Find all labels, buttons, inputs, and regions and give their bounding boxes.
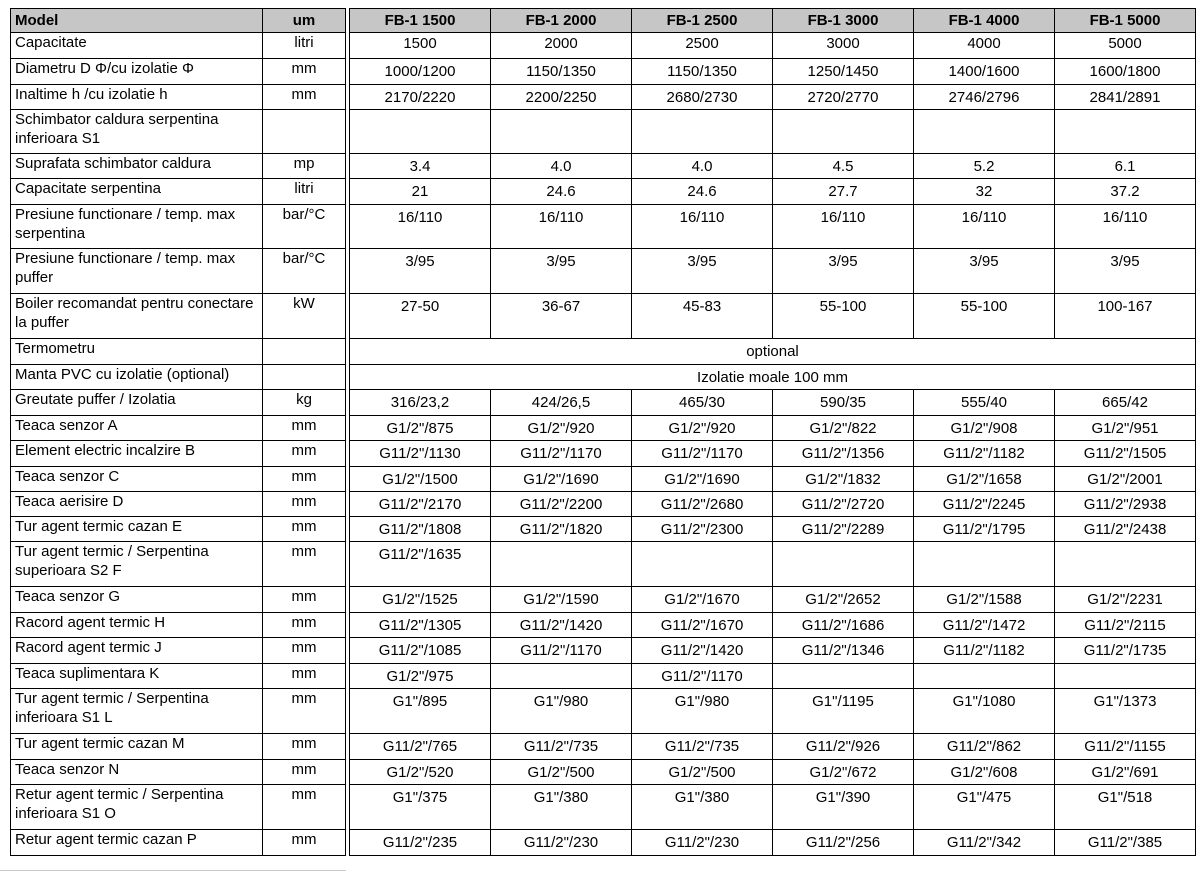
table-row bbox=[350, 179, 1196, 205]
table-row bbox=[11, 249, 346, 294]
value-cell: G1/2"/1832 bbox=[773, 467, 914, 492]
table-row bbox=[11, 689, 346, 734]
value-cell: G11/2"/385 bbox=[1055, 830, 1196, 856]
table-row bbox=[350, 785, 1196, 830]
unit-cell: mm bbox=[263, 59, 346, 85]
value-cell: G1/2"/908 bbox=[914, 416, 1055, 441]
value-cell: 21 bbox=[350, 179, 491, 205]
value-cell: G11/2"/1820 bbox=[491, 517, 632, 542]
value-cell: G1/2"/1500 bbox=[350, 467, 491, 492]
value-cell: 16/110 bbox=[1055, 205, 1196, 249]
value-cell: G1"/475 bbox=[914, 785, 1055, 830]
value-cell: 2000 bbox=[491, 33, 632, 59]
value-cell: G1/2"/975 bbox=[350, 664, 491, 689]
table-row bbox=[350, 734, 1196, 760]
value-cell: G11/2"/2289 bbox=[773, 517, 914, 542]
value-cell: 1400/1600 bbox=[914, 59, 1055, 85]
value-cell: 16/110 bbox=[350, 205, 491, 249]
parameter-label: Capacitate serpentina bbox=[11, 179, 263, 205]
table-row bbox=[11, 542, 346, 587]
parameter-label: Retur agent termic / Serpentina inferioara S1 O bbox=[11, 785, 263, 830]
footer-rule bbox=[0, 870, 346, 871]
value-cell bbox=[914, 542, 1055, 587]
table-row bbox=[350, 613, 1196, 638]
value-cell: G1"/380 bbox=[632, 785, 773, 830]
unit-cell: mm bbox=[263, 664, 346, 689]
value-cell: G11/2"/1686 bbox=[773, 613, 914, 638]
value-cell: G11/2"/2245 bbox=[914, 492, 1055, 517]
unit-cell: mp bbox=[263, 154, 346, 179]
value-cell: 590/35 bbox=[773, 390, 914, 416]
table-row bbox=[11, 59, 346, 85]
table-row bbox=[11, 365, 346, 390]
value-cell bbox=[632, 110, 773, 154]
table-row bbox=[11, 760, 346, 785]
parameter-label: Suprafata schimbator caldura bbox=[11, 154, 263, 179]
table-row bbox=[350, 33, 1196, 59]
value-cell: 55-100 bbox=[914, 294, 1055, 339]
value-cell bbox=[491, 664, 632, 689]
value-cell: G1/2"/1588 bbox=[914, 587, 1055, 613]
table-row bbox=[350, 467, 1196, 492]
value-cell bbox=[1055, 664, 1196, 689]
value-cell: 1250/1450 bbox=[773, 59, 914, 85]
value-cell: G11/2"/926 bbox=[773, 734, 914, 760]
unit-cell: mm bbox=[263, 830, 346, 856]
table-header-row bbox=[11, 9, 346, 33]
value-cell: G1/2"/691 bbox=[1055, 760, 1196, 785]
value-cell: G11/2"/342 bbox=[914, 830, 1055, 856]
value-cell: 5000 bbox=[1055, 33, 1196, 59]
parameter-label: Tur agent termic / Serpentina superioara S2 F bbox=[11, 542, 263, 587]
value-cell: 3/95 bbox=[632, 249, 773, 294]
value-cell: 2746/2796 bbox=[914, 85, 1055, 110]
model-name-header: FB-1 1500 bbox=[350, 9, 491, 33]
value-cell: G11/2"/2170 bbox=[350, 492, 491, 517]
unit-cell: bar/°C bbox=[263, 205, 346, 249]
unit-cell: mm bbox=[263, 467, 346, 492]
value-cell: 2841/2891 bbox=[1055, 85, 1196, 110]
parameter-label: Teaca aerisire D bbox=[11, 492, 263, 517]
value-cell: G11/2"/1420 bbox=[491, 613, 632, 638]
value-cell: 37.2 bbox=[1055, 179, 1196, 205]
value-cell: G1/2"/875 bbox=[350, 416, 491, 441]
table-row bbox=[350, 110, 1196, 154]
parameter-label: Tur agent termic cazan E bbox=[11, 517, 263, 542]
value-cell: 3/95 bbox=[1055, 249, 1196, 294]
table-row bbox=[350, 294, 1196, 339]
value-cell bbox=[632, 542, 773, 587]
unit-cell: mm bbox=[263, 613, 346, 638]
model-name-header: FB-1 2500 bbox=[632, 9, 773, 33]
value-cell: G1"/518 bbox=[1055, 785, 1196, 830]
model-name-header: FB-1 3000 bbox=[773, 9, 914, 33]
value-cell: G11/2"/1808 bbox=[350, 517, 491, 542]
value-cell: G11/2"/2300 bbox=[632, 517, 773, 542]
value-cell: 16/110 bbox=[914, 205, 1055, 249]
value-cell: G11/2"/1346 bbox=[773, 638, 914, 664]
table-row bbox=[11, 85, 346, 110]
value-cell: G11/2"/256 bbox=[773, 830, 914, 856]
value-cell: 4000 bbox=[914, 33, 1055, 59]
unit-cell: bar/°C bbox=[263, 249, 346, 294]
value-cell: 3/95 bbox=[773, 249, 914, 294]
table-row bbox=[11, 830, 346, 856]
unit-header-cell: um bbox=[263, 9, 346, 33]
value-cell: G11/2"/2720 bbox=[773, 492, 914, 517]
parameter-label: Tur agent termic / Serpentina inferioara S1 L bbox=[11, 689, 263, 734]
value-cell: 100-167 bbox=[1055, 294, 1196, 339]
value-cell: 3000 bbox=[773, 33, 914, 59]
unit-cell: mm bbox=[263, 760, 346, 785]
value-cell: G11/2"/1505 bbox=[1055, 441, 1196, 467]
value-cell: G1/2"/1590 bbox=[491, 587, 632, 613]
value-cell: G1/2"/2231 bbox=[1055, 587, 1196, 613]
value-cell: G11/2"/1155 bbox=[1055, 734, 1196, 760]
unit-cell bbox=[263, 110, 346, 154]
value-cell bbox=[773, 110, 914, 154]
value-cell: 1150/1350 bbox=[491, 59, 632, 85]
parameter-label: Manta PVC cu izolatie (optional) bbox=[11, 365, 263, 390]
value-cell: G11/2"/1182 bbox=[914, 638, 1055, 664]
value-cell: G1"/895 bbox=[350, 689, 491, 734]
value-cell: G11/2"/1305 bbox=[350, 613, 491, 638]
value-cell: G1/2"/920 bbox=[491, 416, 632, 441]
value-cell: G1"/375 bbox=[350, 785, 491, 830]
value-cell: G1/2"/951 bbox=[1055, 416, 1196, 441]
value-cell: 32 bbox=[914, 179, 1055, 205]
value-cell: 27.7 bbox=[773, 179, 914, 205]
table-row bbox=[11, 154, 346, 179]
unit-cell: mm bbox=[263, 416, 346, 441]
value-cell: G11/2"/2438 bbox=[1055, 517, 1196, 542]
value-cell: 16/110 bbox=[773, 205, 914, 249]
parameter-label: Racord agent termic H bbox=[11, 613, 263, 638]
value-cell: G1/2"/822 bbox=[773, 416, 914, 441]
parameter-label: Racord agent termic J bbox=[11, 638, 263, 664]
value-cell: G1/2"/1670 bbox=[632, 587, 773, 613]
value-cell bbox=[1055, 542, 1196, 587]
value-cell: G11/2"/1170 bbox=[491, 638, 632, 664]
value-cell: G1"/390 bbox=[773, 785, 914, 830]
value-cell: 665/42 bbox=[1055, 390, 1196, 416]
table-row bbox=[11, 390, 346, 416]
value-cell: G11/2"/2200 bbox=[491, 492, 632, 517]
table-row bbox=[350, 339, 1196, 365]
value-cell: 24.6 bbox=[632, 179, 773, 205]
table-row bbox=[350, 760, 1196, 785]
value-cell: G1"/980 bbox=[632, 689, 773, 734]
value-cell: 2200/2250 bbox=[491, 85, 632, 110]
table-row bbox=[350, 85, 1196, 110]
value-cell bbox=[1055, 110, 1196, 154]
parameter-label: Teaca suplimentara K bbox=[11, 664, 263, 689]
table-row bbox=[350, 441, 1196, 467]
value-cell: G11/2"/2115 bbox=[1055, 613, 1196, 638]
parameter-label: Teaca senzor G bbox=[11, 587, 263, 613]
table-row bbox=[11, 785, 346, 830]
value-cell bbox=[773, 664, 914, 689]
table-row bbox=[350, 830, 1196, 856]
value-cell: G11/2"/2938 bbox=[1055, 492, 1196, 517]
value-cell: G11/2"/765 bbox=[350, 734, 491, 760]
unit-cell bbox=[263, 365, 346, 390]
table-row bbox=[11, 664, 346, 689]
value-cell: 24.6 bbox=[491, 179, 632, 205]
spanned-value-cell: optional bbox=[350, 339, 1196, 365]
table-row bbox=[350, 249, 1196, 294]
parameter-label: Teaca senzor C bbox=[11, 467, 263, 492]
value-cell: 3/95 bbox=[491, 249, 632, 294]
parameter-label: Capacitate bbox=[11, 33, 263, 59]
value-cell: 16/110 bbox=[491, 205, 632, 249]
unit-cell: litri bbox=[263, 33, 346, 59]
parameter-label: Termometru bbox=[11, 339, 263, 365]
value-cell bbox=[491, 110, 632, 154]
value-cell: G1/2"/920 bbox=[632, 416, 773, 441]
table-row bbox=[350, 390, 1196, 416]
unit-cell: mm bbox=[263, 542, 346, 587]
value-cell: G1/2"/1690 bbox=[491, 467, 632, 492]
table-row bbox=[11, 467, 346, 492]
parameter-label: Inaltime h /cu izolatie h bbox=[11, 85, 263, 110]
parameter-label: Greutate puffer / Izolatia bbox=[11, 390, 263, 416]
unit-cell: mm bbox=[263, 517, 346, 542]
value-cell: G11/2"/1170 bbox=[632, 441, 773, 467]
value-cell: 3.4 bbox=[350, 154, 491, 179]
parameter-label: Presiune functionare / temp. max puffer bbox=[11, 249, 263, 294]
unit-cell: mm bbox=[263, 689, 346, 734]
value-cell: 55-100 bbox=[773, 294, 914, 339]
value-cell: G11/2"/230 bbox=[491, 830, 632, 856]
value-cell: G1"/1195 bbox=[773, 689, 914, 734]
value-cell: G1"/1373 bbox=[1055, 689, 1196, 734]
value-cell: G1"/980 bbox=[491, 689, 632, 734]
parameter-label: Diametru D Φ/cu izolatie Φ bbox=[11, 59, 263, 85]
value-cell: G11/2"/1170 bbox=[491, 441, 632, 467]
value-cell: G11/2"/2680 bbox=[632, 492, 773, 517]
value-cell: 424/26,5 bbox=[491, 390, 632, 416]
spec-table-labels bbox=[10, 8, 346, 856]
table-row bbox=[350, 587, 1196, 613]
table-header-row bbox=[350, 9, 1196, 33]
value-cell: 1500 bbox=[350, 33, 491, 59]
value-cell: G11/2"/1420 bbox=[632, 638, 773, 664]
table-row bbox=[350, 542, 1196, 587]
parameter-label: Schimbator caldura serpentina inferioara S1 bbox=[11, 110, 263, 154]
value-cell: G1/2"/2652 bbox=[773, 587, 914, 613]
unit-cell: mm bbox=[263, 785, 346, 830]
value-cell: 4.0 bbox=[632, 154, 773, 179]
value-cell: G1/2"/2001 bbox=[1055, 467, 1196, 492]
table-row bbox=[350, 492, 1196, 517]
value-cell: 2680/2730 bbox=[632, 85, 773, 110]
table-row bbox=[11, 638, 346, 664]
table-row bbox=[11, 179, 346, 205]
unit-cell: mm bbox=[263, 492, 346, 517]
value-cell: 5.2 bbox=[914, 154, 1055, 179]
table-row bbox=[350, 638, 1196, 664]
value-cell: 16/110 bbox=[632, 205, 773, 249]
value-cell: G1/2"/520 bbox=[350, 760, 491, 785]
value-cell: G11/2"/1182 bbox=[914, 441, 1055, 467]
value-cell bbox=[773, 542, 914, 587]
value-cell: G1/2"/500 bbox=[632, 760, 773, 785]
value-cell: G1/2"/1525 bbox=[350, 587, 491, 613]
value-cell bbox=[914, 110, 1055, 154]
table-row bbox=[11, 33, 346, 59]
table-row bbox=[11, 441, 346, 467]
spec-table-values bbox=[349, 8, 1196, 856]
value-cell: G11/2"/1795 bbox=[914, 517, 1055, 542]
value-cell: G11/2"/1170 bbox=[632, 664, 773, 689]
table-row bbox=[350, 205, 1196, 249]
table-row bbox=[350, 365, 1196, 390]
value-cell: G11/2"/1735 bbox=[1055, 638, 1196, 664]
value-cell: G1/2"/608 bbox=[914, 760, 1055, 785]
value-cell: G1/2"/500 bbox=[491, 760, 632, 785]
table-row bbox=[350, 517, 1196, 542]
value-cell: 465/30 bbox=[632, 390, 773, 416]
table-row bbox=[11, 294, 346, 339]
value-cell: 1600/1800 bbox=[1055, 59, 1196, 85]
value-cell: 4.0 bbox=[491, 154, 632, 179]
value-cell: G11/2"/235 bbox=[350, 830, 491, 856]
value-cell: 6.1 bbox=[1055, 154, 1196, 179]
table-row bbox=[11, 205, 346, 249]
value-cell: G11/2"/1670 bbox=[632, 613, 773, 638]
model-header-cell: Model bbox=[11, 9, 263, 33]
parameter-label: Element electric incalzire B bbox=[11, 441, 263, 467]
unit-cell bbox=[263, 339, 346, 365]
table-row bbox=[11, 416, 346, 441]
unit-cell: kW bbox=[263, 294, 346, 339]
table-row bbox=[350, 664, 1196, 689]
value-cell: G1/2"/1690 bbox=[632, 467, 773, 492]
spanned-value-cell: Izolatie moale 100 mm bbox=[350, 365, 1196, 390]
table-row bbox=[11, 339, 346, 365]
value-cell: 36-67 bbox=[491, 294, 632, 339]
table-row bbox=[11, 613, 346, 638]
value-cell: G11/2"/1472 bbox=[914, 613, 1055, 638]
value-cell: 3/95 bbox=[914, 249, 1055, 294]
value-cell: G11/2"/1635 bbox=[350, 542, 491, 587]
table-row bbox=[11, 587, 346, 613]
value-cell: G11/2"/735 bbox=[491, 734, 632, 760]
table-row bbox=[350, 689, 1196, 734]
table-row bbox=[11, 492, 346, 517]
value-cell: G1/2"/672 bbox=[773, 760, 914, 785]
unit-cell: kg bbox=[263, 390, 346, 416]
value-cell: 45-83 bbox=[632, 294, 773, 339]
value-cell: 1000/1200 bbox=[350, 59, 491, 85]
table-row bbox=[350, 416, 1196, 441]
value-cell: 2720/2770 bbox=[773, 85, 914, 110]
table-row bbox=[350, 154, 1196, 179]
parameter-label: Presiune functionare / temp. max serpentina bbox=[11, 205, 263, 249]
unit-cell: mm bbox=[263, 441, 346, 467]
value-cell: G11/2"/1130 bbox=[350, 441, 491, 467]
value-cell: 2170/2220 bbox=[350, 85, 491, 110]
table-row bbox=[11, 734, 346, 760]
table-row bbox=[11, 110, 346, 154]
value-cell: 1150/1350 bbox=[632, 59, 773, 85]
value-cell: G11/2"/1085 bbox=[350, 638, 491, 664]
table-row bbox=[11, 517, 346, 542]
model-name-header: FB-1 2000 bbox=[491, 9, 632, 33]
unit-cell: mm bbox=[263, 85, 346, 110]
value-cell: 4.5 bbox=[773, 154, 914, 179]
value-cell: G1"/380 bbox=[491, 785, 632, 830]
unit-cell: mm bbox=[263, 734, 346, 760]
value-cell bbox=[350, 110, 491, 154]
value-cell: G11/2"/862 bbox=[914, 734, 1055, 760]
unit-cell: litri bbox=[263, 179, 346, 205]
model-name-header: FB-1 4000 bbox=[914, 9, 1055, 33]
unit-cell: mm bbox=[263, 587, 346, 613]
value-cell: 2500 bbox=[632, 33, 773, 59]
value-cell: 555/40 bbox=[914, 390, 1055, 416]
value-cell: G1/2"/1658 bbox=[914, 467, 1055, 492]
value-cell: 27-50 bbox=[350, 294, 491, 339]
table-row bbox=[350, 59, 1196, 85]
parameter-label: Retur agent termic cazan P bbox=[11, 830, 263, 856]
value-cell: G11/2"/1356 bbox=[773, 441, 914, 467]
value-cell: G11/2"/735 bbox=[632, 734, 773, 760]
value-cell: G1"/1080 bbox=[914, 689, 1055, 734]
value-cell: 3/95 bbox=[350, 249, 491, 294]
parameter-label: Teaca senzor A bbox=[11, 416, 263, 441]
value-cell bbox=[491, 542, 632, 587]
model-name-header: FB-1 5000 bbox=[1055, 9, 1196, 33]
parameter-label: Boiler recomandat pentru conectare la puffer bbox=[11, 294, 263, 339]
value-cell: G11/2"/230 bbox=[632, 830, 773, 856]
parameter-label: Tur agent termic cazan M bbox=[11, 734, 263, 760]
unit-cell: mm bbox=[263, 638, 346, 664]
value-cell bbox=[914, 664, 1055, 689]
parameter-label: Teaca senzor N bbox=[11, 760, 263, 785]
value-cell: 316/23,2 bbox=[350, 390, 491, 416]
